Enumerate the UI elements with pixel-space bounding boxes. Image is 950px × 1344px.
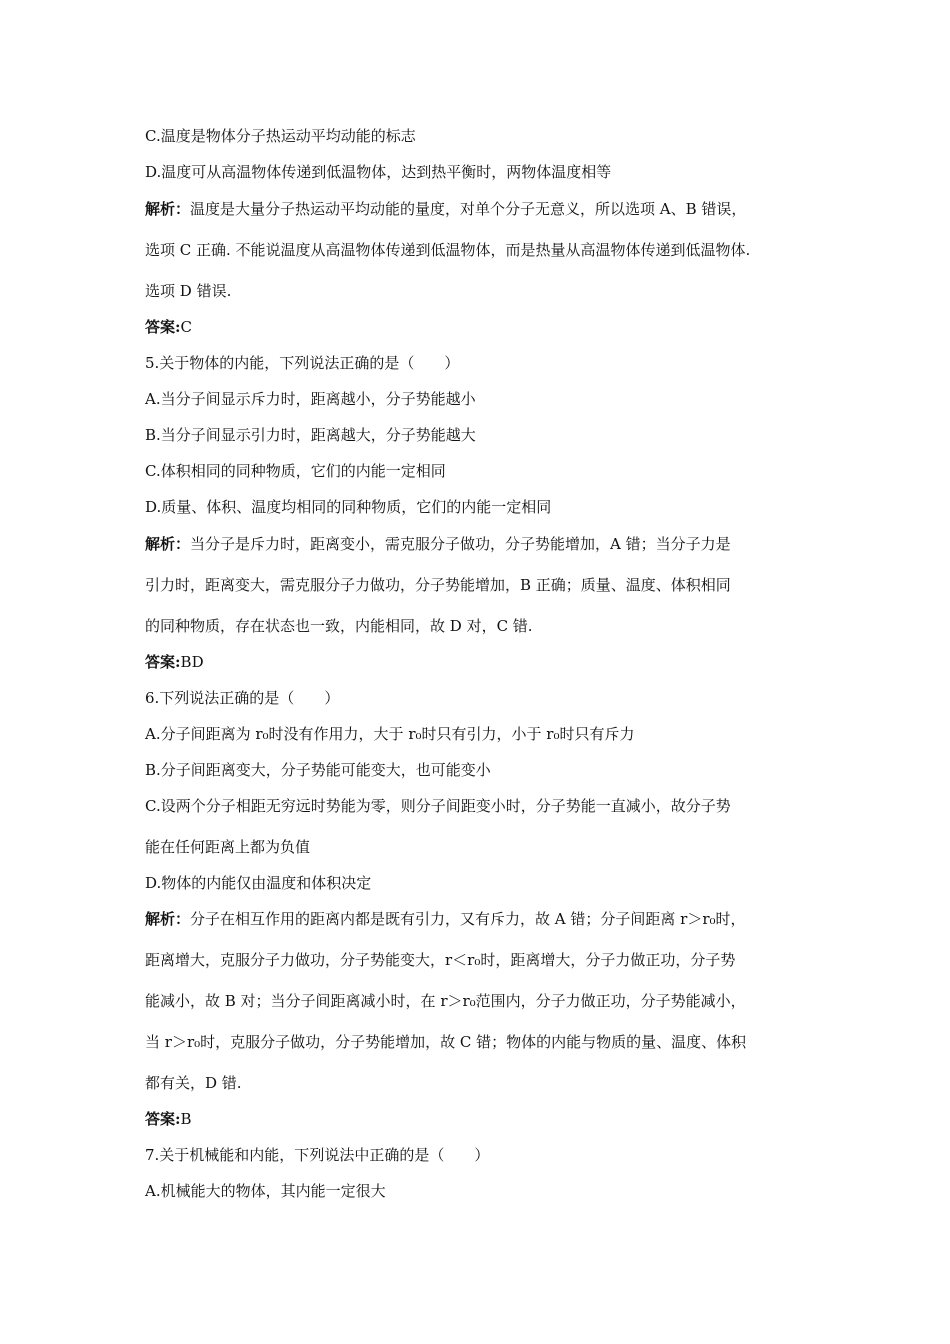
question-5: 5.关于物体的内能，下列说法正确的是（ ） (145, 354, 460, 372)
answer-label: 答案: (145, 318, 181, 336)
text-line: C.温度是物体分子热运动平均动能的标志 (145, 127, 416, 145)
answer-label: 答案: (145, 653, 181, 671)
answer-line: 答案:BD (145, 653, 204, 671)
text-line: 引力时，距离变大，需克服分子力做功，分子势能增加，B 正确；质量、温度、体积相同 (145, 576, 731, 594)
text-line: 都有关，D 错. (145, 1074, 242, 1092)
text-line: 距离增大，克服分子力做功，分子势能变大，r＜r₀时，距离增大，分子力做正功，分子势 (145, 951, 736, 969)
text-line: 选项 C 正确. 不能说温度从高温物体传递到低温物体，而是热量从高温物体传递到低温物体. (145, 241, 751, 259)
question-6: 6.下列说法正确的是（ ） (145, 689, 340, 707)
question-7: 7.关于机械能和内能，下列说法中正确的是（ ） (145, 1146, 490, 1164)
answer-label: 答案: (145, 1110, 181, 1128)
text-line: D.温度可从高温物体传递到低温物体，达到热平衡时，两物体温度相等 (145, 163, 612, 181)
answer-line: 答案:C (145, 318, 193, 336)
option-c: C.设两个分子相距无穷远时势能为零，则分子间距变小时，分子势能一直减小，故分子势 (145, 797, 731, 815)
option-b: B.当分子间显示引力时，距离越大，分子势能越大 (145, 426, 476, 444)
option-d: D.物体的内能仅由温度和体积决定 (145, 874, 372, 892)
explanation-label: 解析： (145, 910, 191, 928)
explanation-label: 解析： (145, 535, 191, 553)
text-line: 的同种物质，存在状态也一致，内能相同，故 D 对，C 错. (145, 617, 533, 635)
text-line: 当 r＞r₀时，克服分子做功，分子势能增加，故 C 错；物体的内能与物质的量、温度、体积 (145, 1033, 747, 1051)
explanation-line: 解析：分子在相互作用的距离内都是既有引力，又有斥力，故 A 错；分子间距离 r＞r₀时， (145, 910, 746, 928)
option-b: B.分子间距离变大，分子势能可能变大，也可能变小 (145, 761, 491, 779)
explanation-line: 解析：温度是大量分子热运动平均动能的量度，对单个分子无意义，所以选项 A、B 错误， (145, 200, 747, 218)
option-a: A.分子间距离为 r₀时没有作用力，大于 r₀时只有引力，小于 r₀时只有斥力 (145, 725, 635, 743)
answer-line: 答案:B (145, 1110, 192, 1128)
explanation-line: 解析：当分子是斥力时，距离变小，需克服分子做功，分子势能增加，A 错；当分子力是 (145, 535, 731, 553)
explanation-label: 解析： (145, 200, 191, 218)
option-d: D.质量、体积、温度均相同的同种物质，它们的内能一定相同 (145, 498, 552, 516)
text-line: 能减小，故 B 对；当分子间距离减小时，在 r＞r₀范围内，分子力做正功，分子势能减小， (145, 992, 746, 1010)
option-a: A.机械能大的物体，其内能一定很大 (145, 1182, 386, 1200)
text-line: 选项 D 错误. (145, 282, 232, 300)
option-c: C.体积相同的同种物质，它们的内能一定相同 (145, 462, 446, 480)
option-a: A.当分子间显示斥力时，距离越小，分子势能越小 (145, 390, 476, 408)
text-line: 能在任何距离上都为负值 (145, 838, 311, 856)
